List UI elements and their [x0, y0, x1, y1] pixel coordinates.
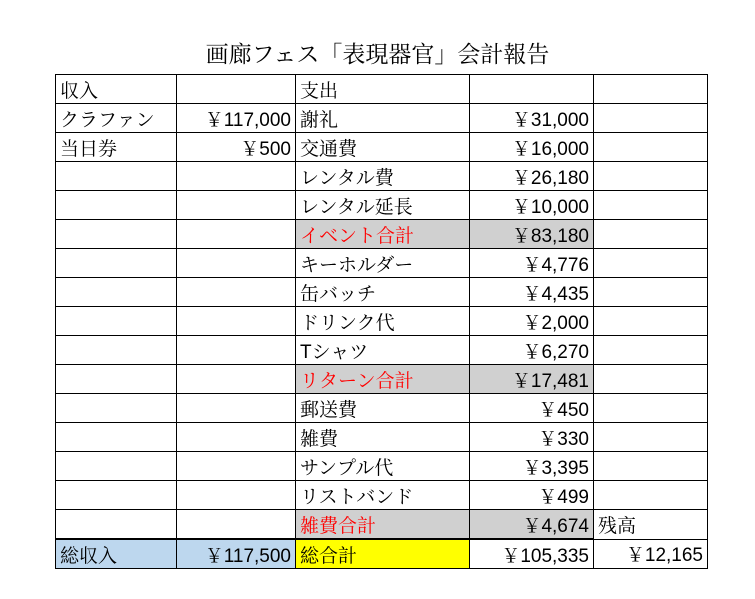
cell-expense-label: 雑費合計 [296, 510, 470, 540]
table-row [56, 133, 708, 162]
cell-balance [594, 162, 708, 191]
cell-expense-label: サンプル代 [296, 452, 470, 481]
cell-expense-value: ￥330 [470, 423, 594, 452]
cell-expense-value: ￥10,000 [470, 191, 594, 220]
cell-income-label: 当日券 [56, 133, 177, 162]
cell-balance [594, 336, 708, 365]
cell-income-label [56, 481, 177, 510]
cell-expense-value: ￥4,776 [470, 249, 594, 278]
cell-income-value [177, 423, 296, 452]
table-header-row [56, 75, 708, 104]
cell-income-label [56, 394, 177, 423]
cell-balance [594, 191, 708, 220]
cell-expense-value: ￥83,180 [470, 220, 594, 249]
cell-balance [594, 452, 708, 481]
cell-income-label [56, 307, 177, 336]
cell-expense-label: レンタル延長 [296, 191, 470, 220]
cell-balance [594, 278, 708, 307]
table-row [56, 336, 708, 365]
cell-expense-label: リターン合計 [296, 365, 470, 394]
cell-income-value: ￥500 [177, 133, 296, 162]
header-expense-amount [470, 75, 594, 104]
cell-income-label [56, 191, 177, 220]
cell-income-label [56, 510, 177, 540]
cell-expense-label: 雑費 [296, 423, 470, 452]
cell-income-value [177, 278, 296, 307]
cell-expense-label: リストバンド [296, 481, 470, 510]
cell-balance [594, 307, 708, 336]
cell-expense-value: ￥16,000 [470, 133, 594, 162]
table-row [56, 278, 708, 307]
cell-income-label: クラファン [56, 104, 177, 133]
table-row-subtotal [56, 365, 708, 394]
table-row [56, 191, 708, 220]
cell-income-label [56, 452, 177, 481]
cell-balance [594, 133, 708, 162]
cell-expense-label: 交通費 [296, 133, 470, 162]
header-income-amount [177, 75, 296, 104]
cell-total-income-label: 総収入 [56, 539, 177, 569]
cell-expense-value: ￥17,481 [470, 365, 594, 394]
cell-income-value [177, 249, 296, 278]
header-balance [594, 75, 708, 104]
cell-balance [594, 365, 708, 394]
cell-income-value [177, 510, 296, 540]
table-row-subtotal [56, 220, 708, 249]
table-row-subtotal [56, 510, 708, 540]
cell-income-value [177, 365, 296, 394]
cell-income-label [56, 423, 177, 452]
cell-expense-value: ￥4,435 [470, 278, 594, 307]
table-row [56, 307, 708, 336]
cell-total-balance-value: ￥12,165 [594, 539, 708, 569]
cell-balance [594, 104, 708, 133]
cell-income-label [56, 162, 177, 191]
cell-expense-label: レンタル費 [296, 162, 470, 191]
cell-income-value [177, 481, 296, 510]
header-expense: 支出 [296, 75, 470, 104]
cell-income-label [56, 365, 177, 394]
cell-expense-label: 謝礼 [296, 104, 470, 133]
cell-income-value [177, 162, 296, 191]
cell-expense-label: Tシャツ [296, 336, 470, 365]
page-title: 画廊フェス「表現器官」会計報告 [205, 41, 550, 67]
cell-income-label [56, 336, 177, 365]
cell-total-income-value: ￥117,500 [177, 539, 296, 569]
table-row [56, 394, 708, 423]
table-row [56, 162, 708, 191]
cell-expense-value: ￥31,000 [470, 104, 594, 133]
cell-expense-value: ￥499 [470, 481, 594, 510]
cell-expense-value: ￥6,270 [470, 336, 594, 365]
cell-income-value: ￥117,000 [177, 104, 296, 133]
cell-balance [594, 423, 708, 452]
cell-expense-value: ￥3,395 [470, 452, 594, 481]
cell-balance-header: 残高 [594, 510, 708, 540]
cell-income-value [177, 394, 296, 423]
cell-expense-value: ￥4,674 [470, 510, 594, 540]
cell-income-label [56, 220, 177, 249]
table-total-row [56, 539, 708, 569]
cell-balance [594, 220, 708, 249]
cell-balance [594, 249, 708, 278]
cell-expense-label: キーホルダー [296, 249, 470, 278]
cell-income-value [177, 452, 296, 481]
cell-income-value [177, 191, 296, 220]
cell-expense-label: 缶バッチ [296, 278, 470, 307]
header-income: 収入 [56, 75, 177, 104]
cell-income-label [56, 278, 177, 307]
cell-expense-value: ￥450 [470, 394, 594, 423]
table-row [56, 423, 708, 452]
cell-total-expense-label: 総合計 [296, 539, 470, 569]
cell-expense-label: ドリンク代 [296, 307, 470, 336]
cell-balance [594, 394, 708, 423]
accounting-table [55, 74, 708, 569]
cell-expense-value: ￥26,180 [470, 162, 594, 191]
cell-income-value [177, 307, 296, 336]
table-row [56, 452, 708, 481]
cell-expense-label: イベント合計 [296, 220, 470, 249]
table-row [56, 249, 708, 278]
cell-income-label [56, 249, 177, 278]
cell-expense-label: 郵送費 [296, 394, 470, 423]
cell-expense-value: ￥2,000 [470, 307, 594, 336]
table-row [56, 104, 708, 133]
cell-total-expense-value: ￥105,335 [470, 539, 594, 569]
cell-income-value [177, 336, 296, 365]
table-row [56, 481, 708, 510]
cell-balance [594, 481, 708, 510]
cell-income-value [177, 220, 296, 249]
